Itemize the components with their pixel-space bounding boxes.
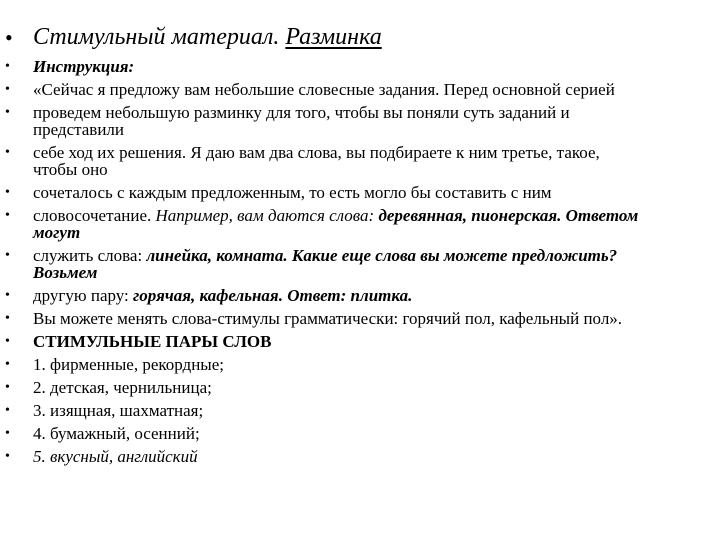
text-segment: Вы можете менять слова-стимулы грамматически: горячий пол, кафельный пол». <box>33 309 623 328</box>
text-segment: 5. вкусный, английский <box>33 447 198 466</box>
continuation-line <box>5 264 715 281</box>
bullet-line <box>5 448 715 465</box>
text-segment: 2. детская, чернильница; <box>33 378 212 397</box>
bullet-line <box>5 356 715 373</box>
text-segment: Возьмем <box>33 263 98 282</box>
bullet-icon: • <box>5 25 13 50</box>
slide-title <box>33 22 382 52</box>
text-segment: 3. изящная, шахматная; <box>33 401 204 420</box>
bullet-icon: • <box>5 403 10 418</box>
title-part-2: Разминка <box>285 24 382 50</box>
bullet-icon: • <box>5 185 10 200</box>
text-segment: проведем небольшую разминку для того, чтобы вы поняли суть заданий и <box>33 103 570 122</box>
text-segment: 1. фирменные, рекордные; <box>33 355 224 374</box>
bullet-icon: • <box>5 357 10 372</box>
bullet-line <box>5 310 715 327</box>
bullet-line <box>5 184 715 201</box>
bullet-icon: • <box>5 449 10 464</box>
text-segment: деревянная, пионерская. Ответом <box>378 206 639 225</box>
text-segment: «Сейчас я предложу вам небольшие словесные задания. Перед основной серией <box>33 80 615 99</box>
bullet-icon: • <box>5 59 10 74</box>
text-segment: линейка, комната. Какие еще слова вы можете предложить? <box>146 246 618 265</box>
bullet-line <box>5 425 715 442</box>
continuation-line <box>5 121 715 138</box>
bullet-icon: • <box>5 208 10 223</box>
text-segment: себе ход их решения. Я даю вам два слова, вы подбираете к ним третье, такое, <box>33 143 600 162</box>
text-segment: служить слова: <box>33 246 147 265</box>
bullet-line <box>5 333 715 350</box>
bullet-icon: • <box>5 248 10 263</box>
text-segment: словосочетание. <box>33 206 156 225</box>
text-segment: Например, вам даются слова: <box>155 206 379 225</box>
text-segment: чтобы оно <box>33 160 108 179</box>
text-segment: горячая, кафельная. Ответ: плитка. <box>133 286 413 305</box>
text-segment: Инструкция: <box>33 57 135 76</box>
bullet-line <box>5 144 715 161</box>
text-segment: 4. бумажный, осенний; <box>33 424 200 443</box>
continuation-line <box>5 224 715 241</box>
slide-body <box>5 58 715 465</box>
bullet-line <box>5 207 715 224</box>
text-segment: другую пару: <box>33 286 134 305</box>
bullet-icon: • <box>5 82 10 97</box>
text-segment: могут <box>33 223 81 242</box>
bullet-icon: • <box>5 426 10 441</box>
text-segment: СТИМУЛЬНЫЕ ПАРЫ СЛОВ <box>33 332 272 351</box>
bullet-icon: • <box>5 334 10 349</box>
title-row <box>5 22 705 54</box>
bullet-line <box>5 287 715 304</box>
bullet-icon: • <box>5 311 10 326</box>
continuation-line <box>5 161 715 178</box>
bullet-line <box>5 379 715 396</box>
bullet-line <box>5 104 715 121</box>
bullet-icon: • <box>5 288 10 303</box>
text-segment: представили <box>33 120 125 139</box>
bullet-icon: • <box>5 145 10 160</box>
bullet-line <box>5 402 715 419</box>
bullet-line <box>5 81 715 98</box>
title-part-1: Стимульный материал. <box>33 24 286 50</box>
bullet-icon: • <box>5 105 10 120</box>
bullet-icon: • <box>5 380 10 395</box>
bullet-line <box>5 247 715 264</box>
bullet-line <box>5 58 715 75</box>
text-segment: сочеталось с каждым предложенным, то есть могло бы составить с ним <box>33 183 552 202</box>
